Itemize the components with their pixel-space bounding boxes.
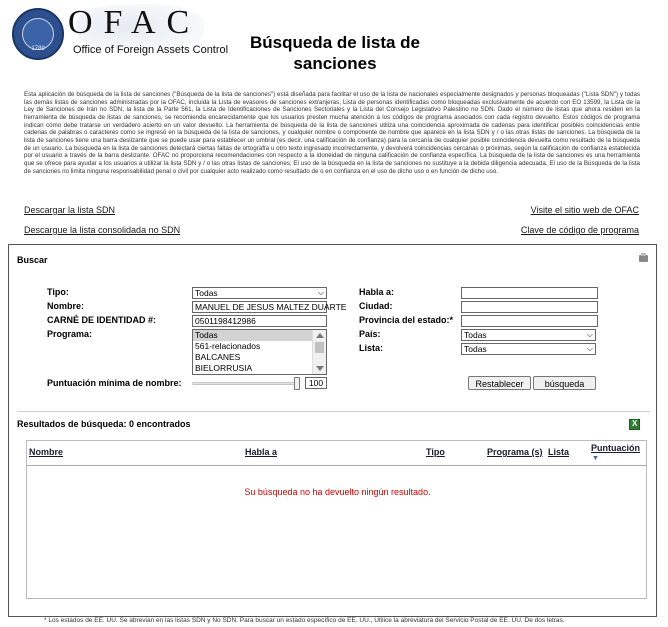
program-option[interactable]: 561-relacionados — [195, 341, 261, 351]
col-header-address[interactable]: Habla a — [245, 447, 278, 457]
results-divider — [17, 411, 650, 412]
page-header — [0, 0, 668, 86]
col-header-score[interactable]: Puntuación — [591, 443, 640, 453]
country-label: País: — [359, 329, 381, 339]
col-header-type[interactable]: Tipo — [426, 447, 445, 457]
col-header-programs[interactable]: Programa (s) — [487, 447, 543, 457]
type-select-value: Todas — [195, 288, 218, 298]
min-score-slider-thumb[interactable] — [294, 377, 300, 390]
col-header-name[interactable]: Nombre — [29, 447, 64, 457]
scroll-up-icon[interactable] — [316, 333, 324, 338]
page-title — [230, 32, 440, 74]
ofac-logo-subtitle: Office of Foreign Assets Control — [73, 44, 229, 56]
search-button[interactable]: búsqueda — [533, 376, 596, 390]
id-label: CARNÉ DE IDENTIDAD #: — [47, 315, 157, 325]
sort-desc-icon[interactable]: ▼ — [592, 455, 599, 462]
footnote: * Los estados de EE. UU. Se abrevian en las listas SDN y No SDN. Para buscar un estado específico de EE. UU., Utilice la abreviatura del Servicio Postal de EE. UU. De dos letras. — [44, 617, 565, 624]
scroll-thumb[interactable] — [315, 342, 324, 353]
excel-export-icon[interactable] — [629, 419, 640, 430]
chevron-down-icon: ⌵ — [317, 288, 324, 297]
min-score-slider[interactable] — [192, 382, 300, 385]
program-label: Programa: — [47, 329, 93, 339]
chevron-down-icon: ⌵ — [586, 344, 593, 353]
state-label: Provincia del estado:* — [359, 315, 454, 325]
name-label: Nombre: — [47, 301, 85, 311]
type-label: Tipo: — [47, 287, 69, 297]
ofac-logo-text: OFAC — [68, 4, 201, 41]
program-key-link[interactable]: Clave de código de programa — [520, 225, 639, 235]
chevron-down-icon: ⌵ — [586, 330, 593, 339]
page-title-line2: sanciones — [293, 54, 377, 73]
visit-ofac-link[interactable]: Visite el sitio web de OFAC — [530, 205, 639, 215]
download-sdn-link[interactable]: Descargar la lista SDN — [24, 205, 116, 215]
program-option[interactable]: Todas — [193, 330, 326, 341]
id-input[interactable]: 0501198412986 — [192, 315, 327, 327]
type-select[interactable] — [192, 287, 327, 299]
table-header-line — [27, 465, 646, 466]
program-scrollbar[interactable] — [312, 330, 326, 374]
results-title: Resultados de búsqueda: 0 encontrados — [17, 419, 191, 429]
program-option[interactable]: BIELORRUSIA — [195, 363, 253, 373]
page-title-line1: Búsqueda de lista de — [249, 33, 421, 52]
city-input[interactable] — [461, 301, 598, 313]
reset-button[interactable]: Restablecer — [468, 376, 531, 390]
no-results-message: Su búsqueda no ha devuelto ningún resultado. — [244, 487, 431, 497]
intro-paragraph: Esta aplicación de búsqueda de la lista de sanciones ("Búsqueda de la lista de sanciones") está diseñada para facilitar el uso de la lista de nacionales especialmente designados y personas bloqueadas ("Lista SDN") y todas las demás listas de sanciones administradas por la OFAC, incluida la Lista de evasores de sanciones extranjeras, Lista de personas identificadas como bloqueadas exclusivamente de acuerdo con EO 13599, la Lista de la Ley de Sanciones de Irán no SDN, la lista de la Parte 561, la Lista de Identificaciones de Sanciones Sectoriales y la Lista del Consejo Legislativo Palestino no SDN. Dado el número de listas que ahora residen en la herramienta de búsqueda de listas de sanciones, se recomienda encarecidamente que los usuarios presten mucha atención a los códigos de programa asociados con cada registro devuelto. Estos códigos de programa indican cómo debe tratarse un verdadero acierto en un valor devuelto. La herramienta de búsqueda de la lista de sanciones utiliza una coincidencia aproximada de cadenas para identificar posibles coincidencias entre cadenas de palabras o caracteres como se ingresó en la búsqueda de la lista de sanciones, y cualquier nombre o componente de nombre que aparece en la lista SDN y / o las otras listas de sanciones. La búsqueda de la lista de sanciones tiene una barra deslizante que se puede usar para establecer un umbral (es decir, una calificación de confianza) para la cercanía de cualquier posible coincidencia devuelta como resultado de la búsqueda de un usuario. La búsqueda en la lista de sanciones detectará ciertas faltas de ortografía u otro texto ingresado incorrectamente, y devolverá coincidencias cercanas o próximas, según la calificación de confianza establecida por el usuario a través de la barra deslizante. OFAC no proporciona recomendaciones con respecto a la idoneidad de ninguna calificación de confianza específica. La búsqueda de la lista de sanciones es una herramienta que se ofrece para ayudar a los usuarios a utilizar la lista SDN y / o las otras listas de sanciones; El uso de la búsqueda en la lista de sanciones no sustituye a la debida diligencia adecuada. El uso de la Búsqueda de la lista de sanciones no limita ninguna responsabilidad penal o civil por cualquier acto realizado como resultado de o en confianza en el uso de dicho uso o en función de dicho uso. — [24, 91, 640, 175]
list-select[interactable] — [461, 343, 596, 355]
country-select-value: Todas — [464, 330, 487, 340]
address-label: Habla a: — [359, 287, 395, 297]
scroll-down-icon[interactable] — [316, 366, 324, 371]
list-select-value: Todas — [464, 344, 487, 354]
list-label: Lista: — [359, 343, 384, 353]
search-panel — [8, 244, 657, 617]
treasury-seal-icon — [12, 8, 64, 60]
min-score-label: Puntuación mínima de nombre: — [47, 378, 182, 388]
seal-year: 1789 — [31, 46, 45, 52]
city-label: Ciudad: — [359, 301, 393, 311]
results-table — [26, 440, 647, 599]
name-input[interactable]: MANUEL DE JESUS MALTEZ DUARTE — [192, 301, 327, 313]
min-score-input[interactable]: 100 — [305, 377, 327, 389]
address-input[interactable] — [461, 287, 598, 299]
program-listbox[interactable] — [192, 329, 327, 375]
country-select[interactable] — [461, 329, 596, 341]
state-input[interactable] — [461, 315, 598, 327]
col-header-list[interactable]: Lista — [548, 447, 570, 457]
program-option[interactable]: BALCANES — [195, 352, 241, 362]
print-icon[interactable] — [639, 255, 648, 262]
download-consolidated-link[interactable]: Descargue la lista consolidada no SDN — [24, 225, 181, 235]
search-section-title: Buscar — [17, 255, 48, 265]
